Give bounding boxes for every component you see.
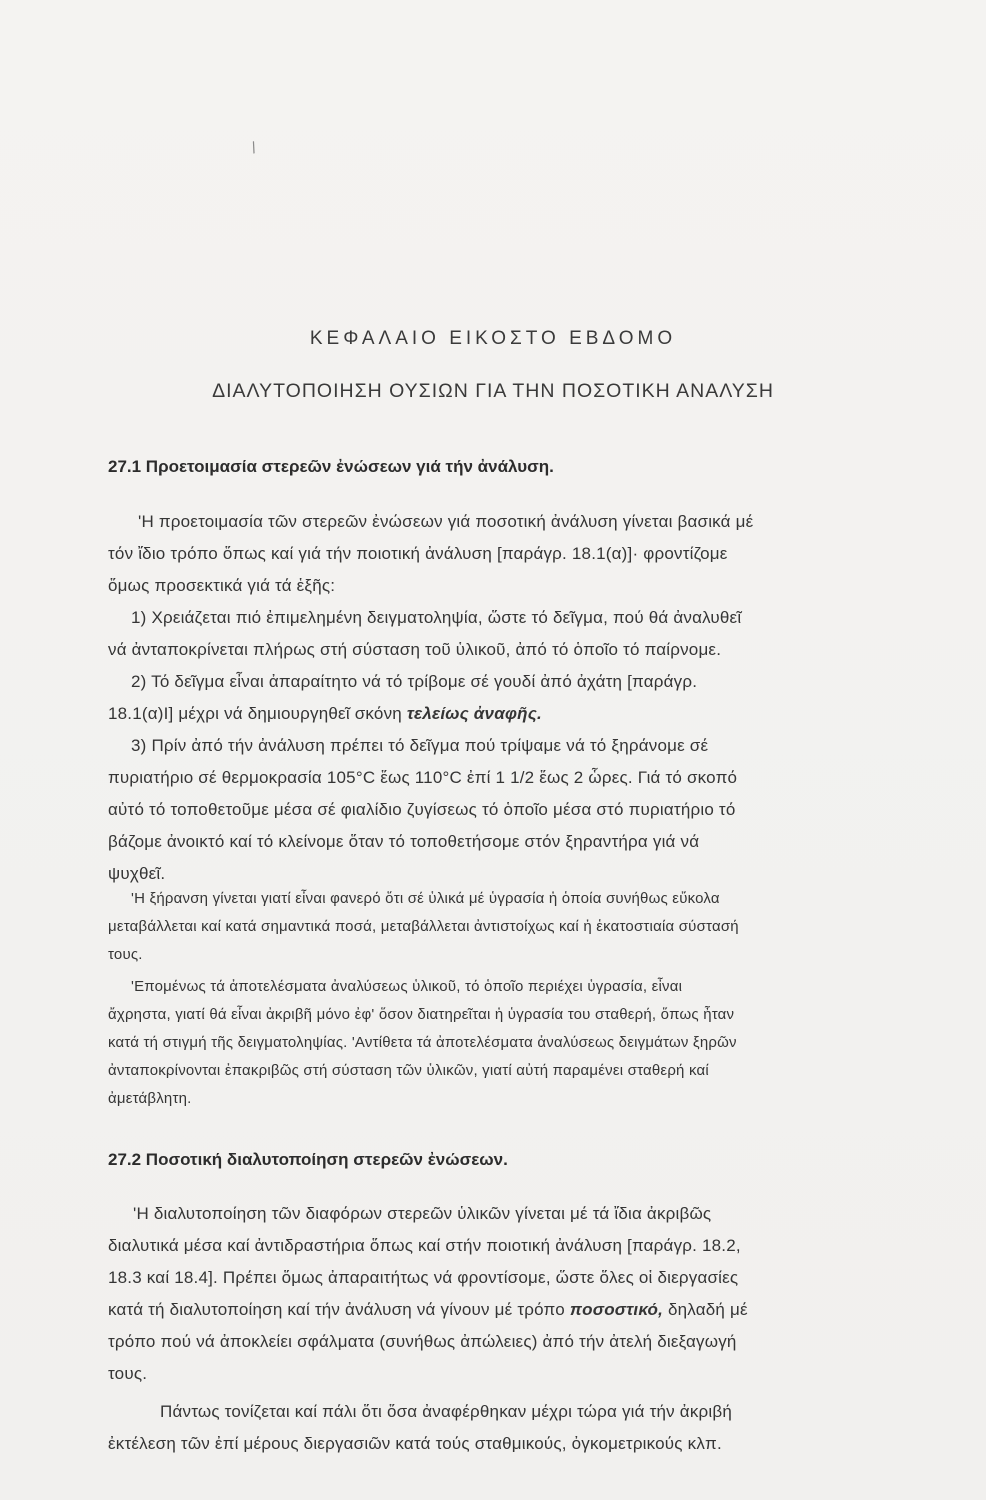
chapter-heading: ΚΕΦΑΛΑΙΟ ΕΙΚΟΣΤΟ ΕΒΔΟΜΟ	[309, 328, 677, 349]
paragraph-line: 2) Τό δεῖγμα εἶναι ἀπαραίτητο νά τό τρίβομε σέ γουδί ἀπό ἀχάτη [παράγρ.	[131, 672, 698, 691]
paragraph-line: ψυχθεῖ.	[108, 864, 166, 883]
paragraph-line: τους.	[108, 1364, 148, 1383]
text-span: κατά τή διαλυτοποίηση καί τήν ἀνάλυση νά γίνουν μέ τρόπο	[108, 1300, 565, 1319]
paragraph-line	[108, 1300, 748, 1320]
paragraph-line: διαλυτικά μέσα καί ἀντιδραστήρια ὅπως καί στήν ποιοτική ἀνάλυση [παράγρ. 18.2,	[108, 1236, 741, 1255]
note-line: 'Επομένως τά ἀποτελέσματα ἀναλύσεως ὑλικοῦ, τό ὁποῖο περιέχει ὑγρασία, εἶναι	[131, 978, 683, 995]
paragraph-line: 1) Χρειάζεται πιό ἐπιμελημένη δειγματοληψία, ὥστε τό δεῖγμα, πού θά ἀναλυθεῖ	[131, 608, 742, 627]
paragraph-line: πυριατήριο σέ θερμοκρασία 105°C ἕως 110°C ἐπί 1 1/2 ἕως 2 ὧρες. Γιά τό σκοπό	[108, 768, 738, 787]
chapter-title: ΔΙΑΛΥΤΟΠΟΙΗΣΗ ΟΥΣΙΩΝ ΓΙΑ ΤΗΝ ΠΟΣΟΤΙΚΗ ΑΝΑΛΥΣΗ	[212, 380, 774, 402]
text-span: δηλαδή μέ	[663, 1300, 748, 1319]
paragraph-line: νά ἀνταποκρίνεται πλήρως στή σύσταση τοῦ ὑλικοῦ, ἀπό τό ὁποῖο τό παίρνομε.	[108, 640, 722, 659]
paragraph-line: Πάντως τονίζεται καί πάλι ὅτι ὅσα ἀναφέρθηκαν μέχρι τώρα γιά τήν ἀκριβή	[160, 1402, 733, 1421]
note-line: ἀμετάβλητη.	[108, 1090, 192, 1107]
paragraph-line	[108, 704, 542, 724]
pencil-mark: /	[249, 139, 259, 158]
paragraph-line: 18.3 καί 18.4]. Πρέπει ὅμως ἀπαραιτήτως νά φροντίσομε, ὥστε ὅλες οἱ διεργασίες	[108, 1268, 739, 1287]
paragraph-line: 'Η διαλυτοποίηση τῶν διαφόρων στερεῶν ὑλικῶν γίνεται μέ τά ἴδια ἀκριβῶς	[133, 1204, 712, 1223]
paragraph-line: ἐκτέλεση τῶν ἐπί μέρους διεργασιῶν κατά τούς σταθμικούς, ὀγκομετρικούς κλπ.	[108, 1434, 722, 1453]
note-line: τους.	[108, 946, 143, 963]
paragraph-line: βάζομε ἀνοικτό καί τό κλείνομε ὅταν τό τοποθετήσομε στόν ξηραντήρα γιά νά	[108, 832, 700, 851]
note-line: ἄχρηστα, γιατί θά εἶναι ἀκριβῆ μόνο ἐφ' ὅσον διατηρεῖται ἡ ὑγρασία του σταθερή, ὅπως ἦταν	[108, 1006, 735, 1023]
paragraph-line: τόν ἴδιο τρόπο ὅπως καί γιά τήν ποιοτική ἀνάλυση [παράγρ. 18.1(α)]· φροντίζομε	[108, 544, 728, 563]
emphasis-text: ποσοστικό,	[569, 1300, 664, 1319]
paragraph-line: αὐτό τό τοποθετοῦμε μέσα σέ φιαλίδιο ζυγίσεως τό ὁποῖο μέσα στό πυριατήριο τό	[108, 800, 736, 819]
note-line: ἀνταποκρίνονται ἐπακριβῶς στή σύσταση τῶν ὑλικῶν, γιατί αὐτή παραμένει σταθερή καί	[108, 1062, 709, 1079]
paragraph-line: ὅμως προσεκτικά γιά τά ἑξῆς:	[108, 576, 336, 595]
paragraph-line: τρόπο πού νά ἀποκλείει σφάλματα (συνήθως ἀπώλειες) ἀπό τήν ἀτελή διεξαγωγή	[108, 1332, 737, 1351]
note-line: 'Η ξήρανση γίνεται γιατί εἶναι φανερό ὅτι σέ ὑλικά μέ ὑγρασία ἡ ὁποία συνήθως εὔκολα	[131, 890, 720, 907]
note-line: κατά τή στιγμή τῆς δειγματοληψίας. 'Αντίθετα τά ἀποτελέσματα ἀναλύσεως δειγμάτων ξηρῶν	[108, 1034, 737, 1051]
section-heading-27-1: 27.1 Προετοιμασία στερεῶν ἐνώσεων γιά τήν ἀνάλυση.	[108, 457, 554, 476]
text-span: 18.1(α)Ι] μέχρι νά δημιουργηθεῖ σκόνη	[108, 704, 402, 723]
note-line: μεταβάλλεται καί κατά σημαντικά ποσά, μεταβάλλεται ἀντιστοίχως καί ἡ ἑκατοστιαία σύστασή	[108, 918, 739, 935]
paragraph-line: 'Η προετοιμασία τῶν στερεῶν ἐνώσεων γιά ποσοτική ἀνάλυση γίνεται βασικά μέ	[138, 512, 754, 531]
section-heading-27-2: 27.2 Ποσοτική διαλυτοποίηση στερεῶν ἐνώσεων.	[108, 1150, 508, 1169]
emphasis-text: τελείως ἀναφῆς.	[406, 704, 542, 723]
paragraph-line: 3) Πρίν ἀπό τήν ἀνάλυση πρέπει τό δεῖγμα πού τρίψαμε νά τό ξηράνομε σέ	[131, 736, 709, 755]
